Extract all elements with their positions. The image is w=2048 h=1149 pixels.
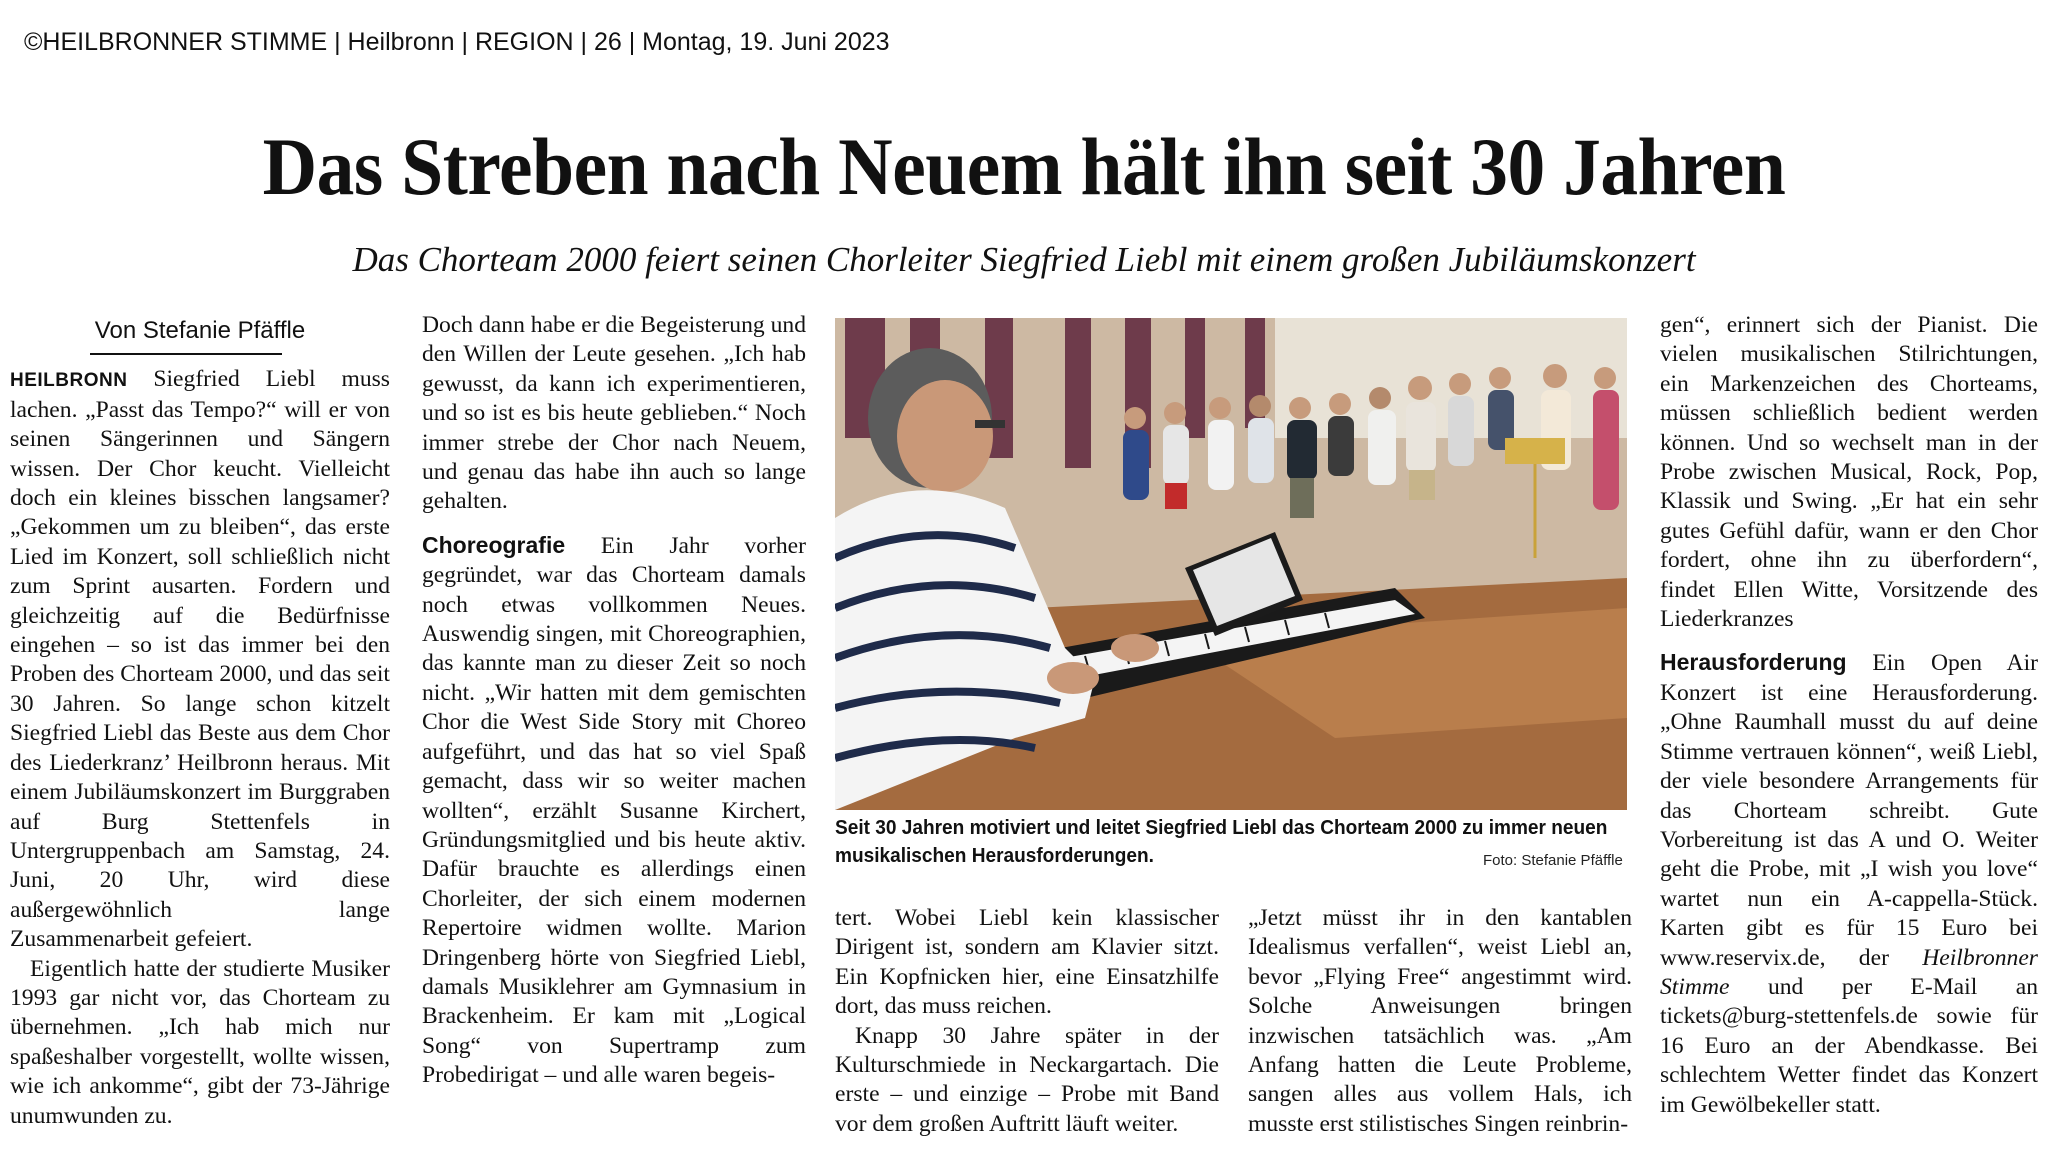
paragraph: Knapp 30 Jahre später in der Kulturschmiede in Neckargartach. Die erste – und einzige – Probe mit Band vor dem großen Auftritt läuft weiter. xyxy=(835,1022,1219,1137)
source-line: ©HEILBRONNER STIMME | Heilbronn | REGION | 26 | Montag, 19. Juni 2023 xyxy=(24,28,890,56)
paragraph: Doch dann habe er die Begeisterung und den Willen der Leute gesehen. „Ich hab gewusst, da kann ich experimentieren, und so ist es bis heute geblieben.“ Noch immer strebe der Chor nach Neuem, und genau das habe ihn auch so lange gehalten. xyxy=(422,312,806,515)
subhead-choreografie: Choreografie xyxy=(422,531,566,558)
dateline: HEILBRONN xyxy=(10,370,128,392)
rehearsal-photo xyxy=(835,318,1627,810)
column-1 xyxy=(10,316,390,1131)
column-2 xyxy=(422,311,806,1091)
photo-caption: Seit 30 Jahren motiviert und leitet Siegfried Liebl das Chorteam 2000 zu immer neuen musikalischen Herausforderungen. xyxy=(835,816,1608,867)
rehearsal-photo-illustration xyxy=(835,318,1627,810)
photo-credit: Foto: Stefanie Pfäffle xyxy=(1483,852,1623,869)
paragraph-text: Ein Open Air Konzert ist eine Herausforderung. „Ohne Raumhall musst du auf deine Stimme vertrauen können“, weiß Liebl, der viele besondere Arrangements für das Chorteam schreibt. Gute Vorbereitung ist das A und O. Weiter geht die Probe, mit „I wish you love“ wartet nun ein A-cappella-Stück. Karten gibt es für 15 Euro bei www.reservix.de, der xyxy=(1660,650,2038,971)
paragraph xyxy=(1660,648,2038,1120)
subheadline: Das Chorteam 2000 feiert seinen Chorleiter Siegfried Liebl mit einem großen Jubiläumskonzert xyxy=(352,240,1696,279)
paragraph xyxy=(10,365,390,954)
column-5 xyxy=(1660,311,2038,1120)
column-4 xyxy=(1248,904,1632,1139)
newspaper-name: Heilbronner Stimme xyxy=(1660,944,2038,1000)
subhead-herausforderung: Herausforderung xyxy=(1660,649,1847,676)
paragraph-text: Siegfried Liebl muss lachen. „Passt das Tempo?“ will er von seinen Sängerinnen und Sängern wissen. Der Chor keucht. Vielleicht doch ein kleines bisschen langsamer? „Gekommen um zu bleiben“, das erste Lied im Konzert, soll schließlich nicht zum Sprint ausarten. Fordern und gleichzeitig auf die Bedürfnisse eingehen – so ist das immer bei den Proben des Chorteam 2000, und das seit 30 Jahren. So lange schon kitzelt Siegfried Liebl das Beste aus dem Chor des Liederkranz’ Heilbronn heraus. Mit einem Jubiläumskonzert im Burggraben auf Burg Stettenfels in Untergruppenbach am Samstag, 24. Juni, 20 Uhr, wird diese außergewöhnlich lange Zusammenarbeit gefeiert. xyxy=(10,366,390,953)
paragraph: gen“, erinnert sich der Pianist. Die vielen musikalischen Stilrichtungen, ein Markenzeichen des Chorteams, müssen schließlich bedient werden können. Und so wechselt man in der Probe zwischen Musical, Rock, Pop, Klassik und Swing. „Er hat ein sehr gutes Gefühl dafür, wann er den Chor fordert, ohne ihn zu überfordern“, findet Ellen Witte, Vorsitzende des Liederkranzes xyxy=(1660,312,2038,633)
paragraph-text: und per E-Mail an tickets@burg-stettenfels.de sowie für 16 Euro an der Abendkasse. Bei schlechtem Wetter findet das Konzert im Gewölbekeller statt. xyxy=(1660,973,2038,1118)
headline: Das Streben nach Neuem hält ihn seit 30 Jahren xyxy=(262,121,1786,212)
column-3 xyxy=(835,904,1219,1139)
paragraph-text: Ein Jahr vorher gegründet, war das Chorteam damals noch etwas vollkommen Neues. Auswendig singen, mit Choreographien, das kannte man zu dieser Zeit so noch nicht. „Wir hatten mit dem gemischten Chor die West Side Story mit Choreo aufgeführt, und das hat so viel Spaß gemacht, dass wir so weiter machen wollten“, erzählt Susanne Kirchert, Gründungsmitglied und bis heute aktiv. Dafür brauchte es allerdings einen Chorleiter, der sich einem modernen Repertoire widmen wollte. Marion Dringenberg hörte von Siegfried Liebl, damals Musiklehrer am Gymnasium in Brackenheim. Er kam mit „Logical Song“ von Supertramp zum Probedirigat – und alle waren begeis- xyxy=(422,532,806,1089)
paragraph: „Jetzt müsst ihr in den kantablen Idealismus verfallen“, weist Liebl an, bevor „Flying Free“ angestimmt wird. Solche Anweisungen bringen inzwischen tatsächlich was. „Am Anfang hatten die Leute Probleme, sangen alles aus vollem Hals, ich musste erst stilistisches Singen reinbrin- xyxy=(1248,905,1632,1137)
paragraph xyxy=(422,531,806,1091)
byline: Von Stefanie Pfäffle xyxy=(10,316,390,355)
paragraph: Eigentlich hatte der studierte Musiker 1993 gar nicht vor, das Chorteam zu übernehmen. „Ich hab mich nur spaßeshalber vorgestellt, wollte wissen, wie ich ankomme“, gibt der 73-Jährige unumwunden zu. xyxy=(10,955,390,1129)
paragraph: tert. Wobei Liebl kein klassischer Dirigent ist, sondern am Klavier sitzt. Ein Kopfnicken hier, eine Einsatzhilfe dort, das muss reichen. xyxy=(835,905,1219,1020)
